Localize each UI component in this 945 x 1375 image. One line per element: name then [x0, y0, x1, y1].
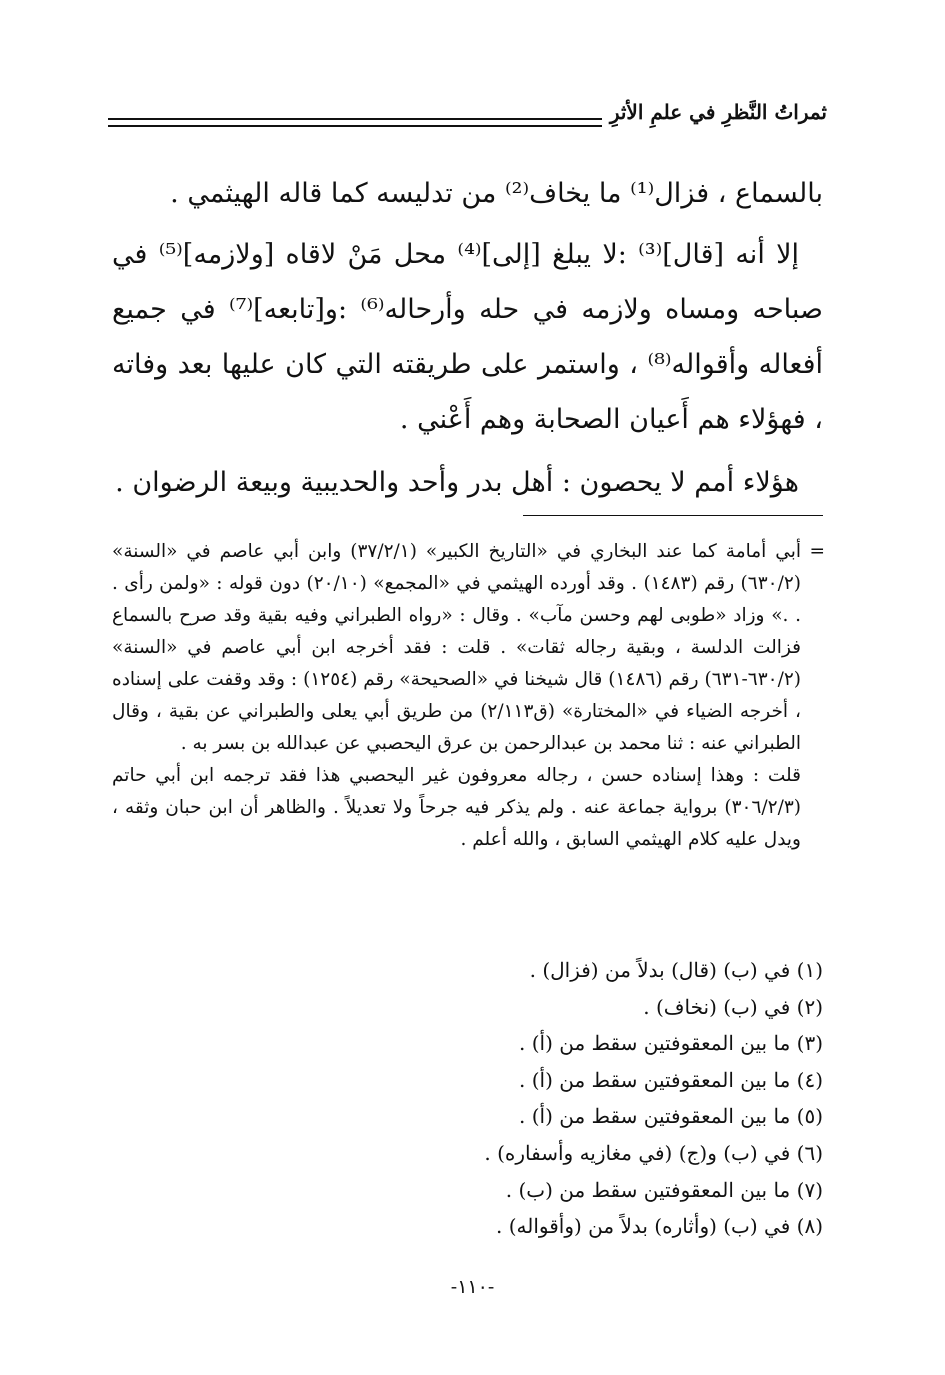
running-header — [108, 100, 827, 140]
book-title: ثمراتُ النَّظرِ في علمِ الأثرِ — [609, 100, 827, 124]
footnote-note-8: (٨) في (ب) (وأثاره) بدلاً من (وأقواله) . — [496, 1214, 823, 1239]
footnote-note-4: (٤) ما بين المعقوفتين سقط من (أ) . — [519, 1067, 823, 1092]
footnote-note-1: (١) في (ب) (قال) بدلاً من (فزال) . — [529, 958, 823, 982]
footnotes-block — [112, 536, 823, 856]
continuation-mark: = — [809, 541, 825, 562]
footnote-notes-list — [112, 952, 823, 1245]
footnote-note-5: (٥) ما بين المعقوفتين سقط من (أ) . — [519, 1104, 823, 1129]
page-number: -١١٠- — [450, 1276, 495, 1298]
footnote-continuation-text: أبي أمامة كما عند البخاري في «التاريخ الكبير» (٣٧/٢/١) وابن أبي عاصم في «السنة» (٦٣٠/٢) رقم (١٤٨٣) . وقد أورده الهيثمي في «المجمع» (٢٠/١٠) دون قوله : «ولمن رأى . . .» وزاد «طوبى لهم وحسن مآب» . وقال : «رواه الطبراني وفيه بقية وقد صرح بالسماع فزالت الدلسة ، وبقية رجاله ثقات» . قلت : فقد أخرجه ابن أبي عاصم في «السنة» (٦٣٠/٢-٦٣١) رقم (١٤٨٦) قال شيخنا في «الصحيحة» رقم (١٢٥٤) : وقد وقفت على إسناده ، أخرجه الضياء في «المختارة» (ق٢/١١٣) من طريق أبي يعلى والطبراني عن بقية ، وقال الطبراني عنه : ثنا محمد بن عبدالرحمن بن عرق اليحصبي عن عبدالله بن بسر به . — [112, 541, 802, 754]
main-text — [112, 166, 823, 510]
footnote-note-3: (٣) ما بين المعقوفتين سقط من (أ) . — [519, 1031, 823, 1056]
footnote-note-7: (٧) ما بين المعقوفتين سقط من (ب) . — [505, 1177, 823, 1202]
header-double-rule — [108, 118, 602, 130]
main-paragraph-2: إلا أنه [قال]⁽³⁾ :لا يبلغ [إلى]⁽⁴⁾ محل مَنْ لاقاه [ولازمه]⁽⁵⁾ في صباحه ومساه ولازمه في حله وأرحاله⁽⁶⁾ :و[تابعه]⁽⁷⁾ في جميع أفعاله وأقواله⁽⁸⁾ ، واستمر على طريقته التي كان عليها بعد وفاته ، فهؤلاء هم أَعيان الصحابة وهم أَعْني . — [112, 239, 823, 435]
main-paragraph-3: هؤلاء أمم لا يحصون : أهل بدر وأحد والحديبية وبيعة الرضوان . — [115, 467, 799, 498]
footnote-continuation — [112, 536, 823, 856]
footnote-note-2: (٢) في (ب) (نخاف) . — [643, 994, 823, 1019]
main-paragraph-1: بالسماع ، فزال⁽¹⁾ ما يخاف⁽²⁾ من تدليسه كما قاله الهيثمي . — [170, 178, 823, 209]
footnote-note-6: (٦) في (ب) و(ج) (في مغازيه وأسفاره) . — [484, 1140, 823, 1165]
footnote-separator — [523, 515, 823, 516]
footnote-comment: قلت : وهذا إسناده حسن ، رجاله معروفون غير اليحصبي هذا فقد ترجمه ابن أبي حاتم (٣٠٦/٢/٣) برواية جماعة عنه . ولم يذكر فيه جرحاً ولا تعديلاً . والظاهر أن ابن حبان وثقه ، ويدل عليه كلام الهيثمي السابق ، والله أعلم . — [112, 765, 801, 850]
